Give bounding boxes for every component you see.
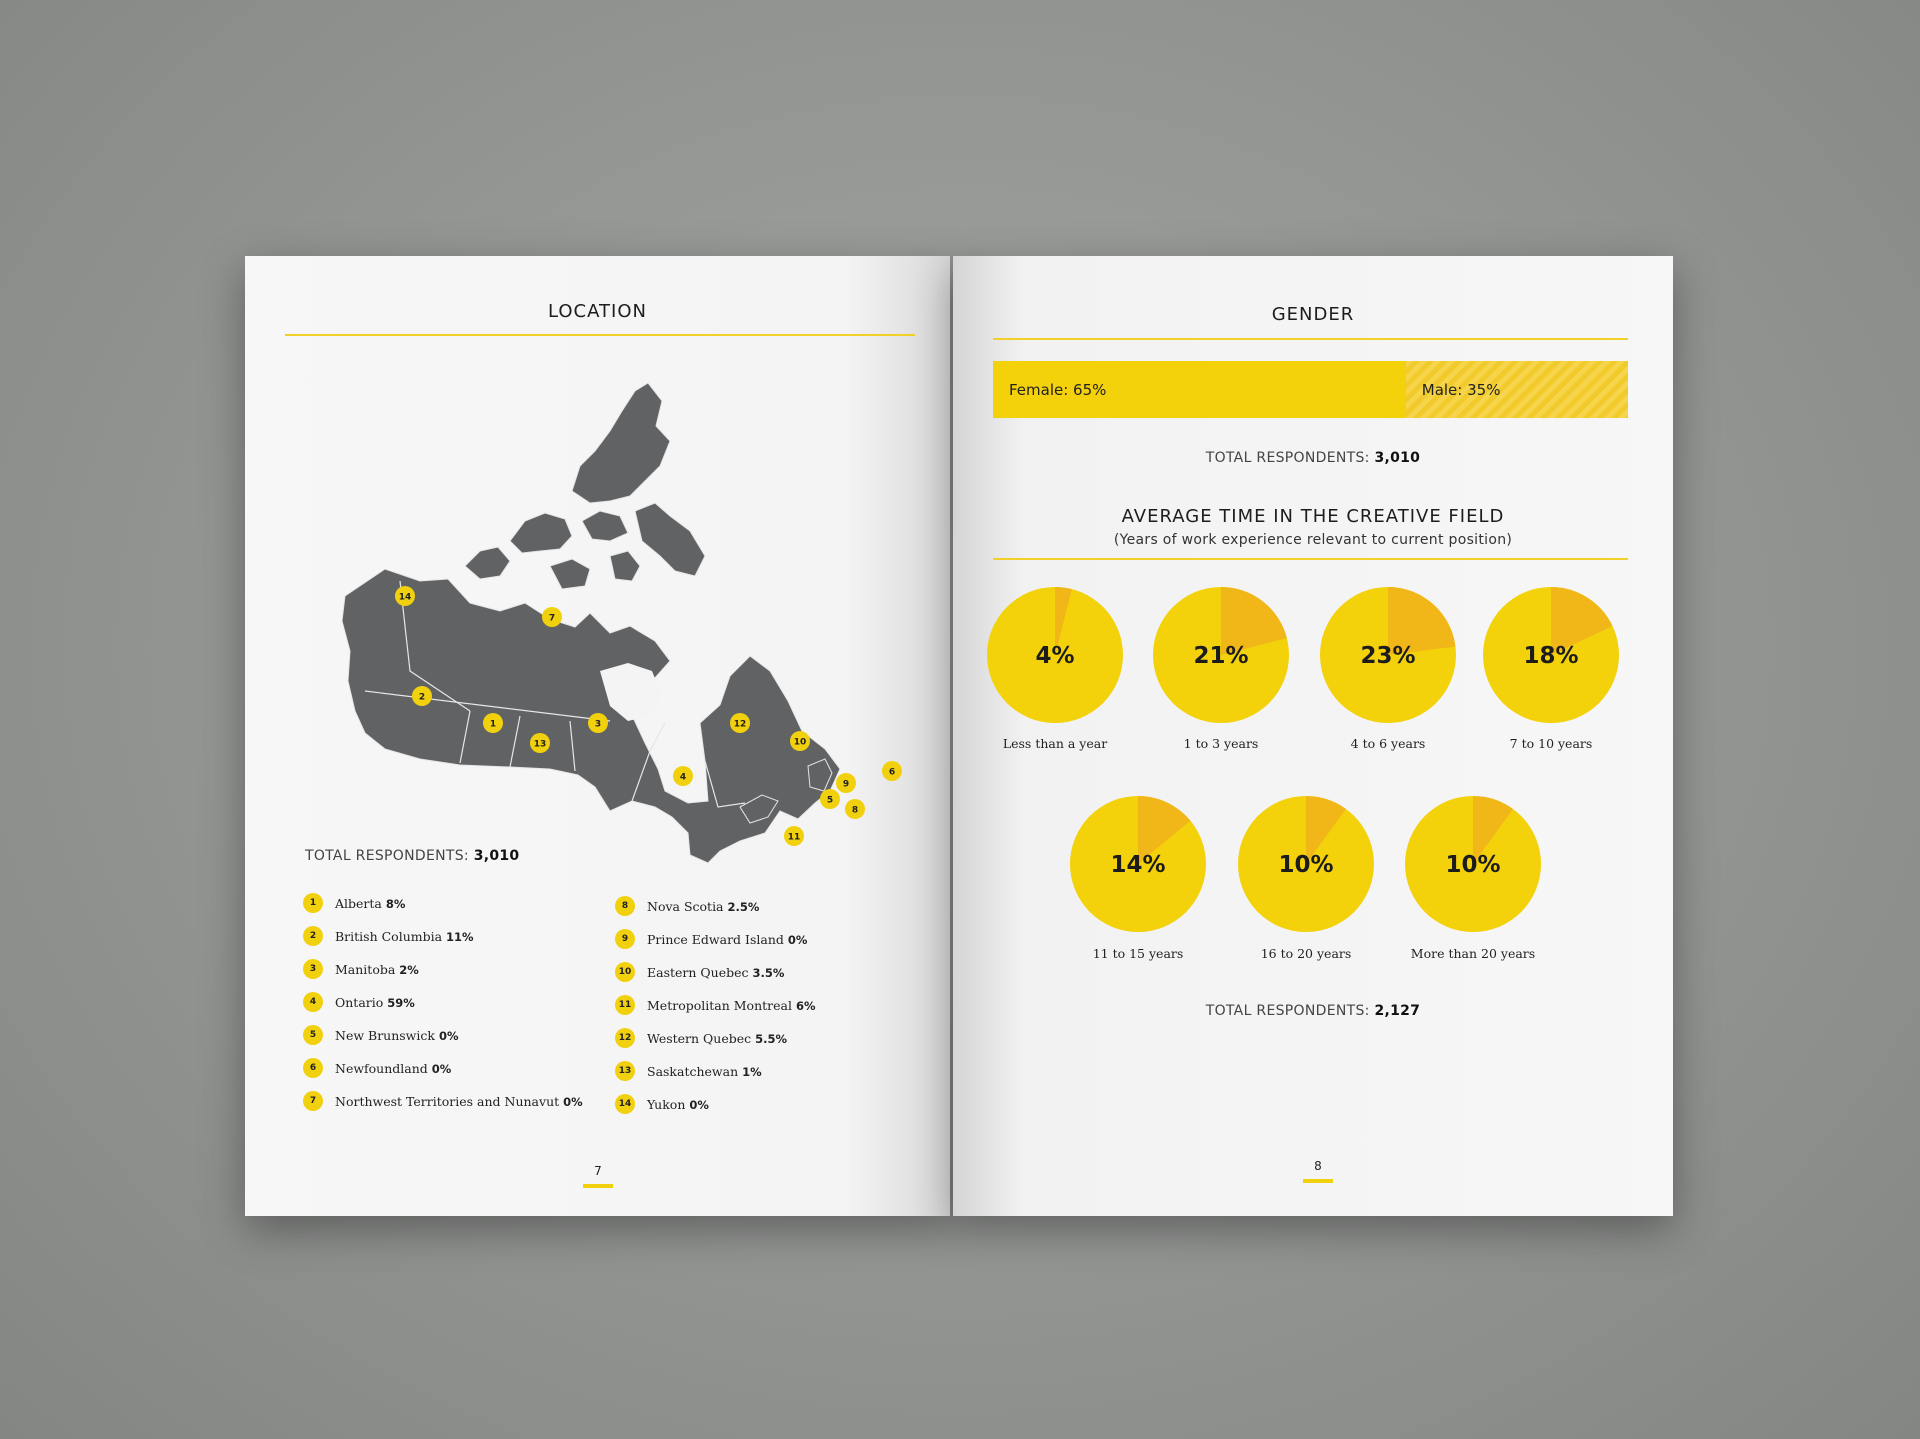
pie-category-label: 1 to 3 years — [1183, 736, 1259, 751]
svg-text:6: 6 — [888, 767, 896, 778]
location-heading: LOCATION — [548, 301, 647, 322]
legend-label: Yukon 0% — [647, 1096, 709, 1112]
map-marker — [588, 713, 608, 733]
pie-category-label: Less than a year — [1002, 736, 1108, 751]
total-label: TOTAL RESPONDENTS: — [305, 848, 469, 864]
legend-label: Eastern Quebec 3.5% — [647, 964, 785, 980]
legend-label: Nova Scotia 2.5% — [647, 898, 760, 914]
map-marker — [542, 607, 562, 627]
legend-badge: 14 — [615, 1094, 635, 1114]
arctic-island — [510, 513, 572, 553]
legend-badge: 8 — [615, 896, 635, 916]
legend-item — [303, 892, 405, 914]
total-label: TOTAL RESPONDENTS: — [1205, 1003, 1370, 1019]
svg-text:9: 9 — [842, 779, 850, 790]
legend-item — [303, 991, 415, 1013]
legend-label: Manitoba 2% — [335, 961, 419, 977]
right-page — [953, 256, 1673, 1216]
female-segment — [993, 361, 1406, 418]
map-marker — [790, 731, 810, 751]
map-marker — [730, 713, 750, 733]
legend-item — [615, 994, 815, 1016]
legend-label: Newfoundland 0% — [335, 1060, 452, 1076]
pie-category-label: 16 to 20 years — [1260, 946, 1352, 961]
legend-badge: 13 — [615, 1061, 635, 1081]
pie-chart — [1151, 585, 1291, 725]
map-marker — [882, 761, 902, 781]
legend-badge: 1 — [303, 893, 323, 913]
page-number-underline — [1303, 1179, 1333, 1183]
pie-value-label: 23% — [1360, 643, 1416, 669]
legend-badge: 7 — [303, 1091, 323, 1111]
gender-bar — [993, 361, 1628, 418]
legend-label: Northwest Territories and Nunavut 0% — [335, 1093, 583, 1109]
legend-badge: 12 — [615, 1028, 635, 1048]
svg-text:13: 13 — [533, 739, 547, 750]
pie-chart — [1481, 585, 1621, 725]
legend-label: Western Quebec 5.5% — [647, 1030, 788, 1046]
legend-item — [615, 1060, 762, 1082]
pie-value-label: 10% — [1278, 852, 1334, 878]
legend-item — [615, 928, 807, 950]
arctic-island — [582, 511, 628, 541]
experience-subtitle: (Years of work experience relevant to current position) — [1113, 532, 1513, 548]
legend-item — [303, 1090, 583, 1112]
page-number-underline — [583, 1184, 613, 1188]
left-page — [245, 256, 950, 1216]
svg-text:11: 11 — [787, 832, 801, 843]
legend-label: Ontario 59% — [335, 994, 415, 1010]
female-label: Female: 65% — [1009, 380, 1107, 399]
pie-value-label: 21% — [1193, 643, 1249, 669]
legend-label: Prince Edward Island 0% — [647, 931, 808, 947]
legend-item — [615, 895, 759, 917]
pie-value-label: 14% — [1110, 852, 1166, 878]
legend-badge: 10 — [615, 962, 635, 982]
pie-chart — [985, 585, 1125, 725]
pie-category-label: More than 20 years — [1410, 946, 1536, 961]
total-label: TOTAL RESPONDENTS: — [1205, 450, 1370, 466]
map-marker — [784, 826, 804, 846]
legend-item — [303, 1057, 451, 1079]
experience-total — [953, 1003, 1673, 1019]
arctic-island — [550, 559, 590, 589]
map-marker — [483, 713, 503, 733]
legend-item — [615, 1093, 709, 1115]
svg-text:5: 5 — [826, 795, 834, 806]
legend-item — [303, 1024, 458, 1046]
legend-label: Alberta 8% — [335, 895, 406, 911]
arctic-island — [610, 551, 640, 581]
pie-chart — [1403, 794, 1543, 934]
pie-chart — [1068, 794, 1208, 934]
svg-text:12: 12 — [733, 719, 747, 730]
legend-item — [615, 961, 784, 983]
gender-total — [953, 450, 1673, 466]
legend-badge: 4 — [303, 992, 323, 1012]
legend-item — [303, 958, 419, 980]
male-label: Male: 35% — [1421, 380, 1501, 399]
total-value: 2,127 — [1374, 1003, 1421, 1019]
page-number: 7 — [594, 1164, 602, 1178]
experience-heading: AVERAGE TIME IN THE CREATIVE FIELD — [1121, 506, 1505, 527]
legend-badge: 11 — [615, 995, 635, 1015]
svg-text:3: 3 — [594, 719, 602, 730]
svg-text:4: 4 — [679, 772, 687, 783]
legend-label: Saskatchewan 1% — [647, 1063, 762, 1079]
map-marker — [412, 686, 432, 706]
male-segment — [1406, 361, 1628, 418]
total-value: 3,010 — [1374, 450, 1421, 466]
legend-badge: 3 — [303, 959, 323, 979]
gender-rule — [993, 338, 1628, 340]
map-marker — [836, 773, 856, 793]
total-value: 3,010 — [473, 848, 520, 864]
svg-text:7: 7 — [548, 613, 556, 624]
page-number: 8 — [1314, 1159, 1322, 1173]
map-marker — [845, 799, 865, 819]
svg-text:10: 10 — [793, 737, 807, 748]
legend-item — [303, 925, 474, 947]
legend-label: New Brunswick 0% — [335, 1027, 459, 1043]
pie-value-label: 18% — [1523, 643, 1579, 669]
map-marker — [820, 789, 840, 809]
experience-rule — [993, 558, 1628, 560]
legend-badge: 2 — [303, 926, 323, 946]
location-rule — [285, 334, 915, 336]
location-total — [305, 848, 519, 864]
pie-chart — [1318, 585, 1458, 725]
arctic-island — [572, 383, 670, 503]
svg-text:2: 2 — [418, 692, 426, 703]
pie-category-label: 4 to 6 years — [1350, 736, 1426, 751]
pie-chart — [1236, 794, 1376, 934]
legend-badge: 6 — [303, 1058, 323, 1078]
pie-category-label: 7 to 10 years — [1509, 736, 1593, 751]
svg-text:14: 14 — [398, 592, 412, 603]
arctic-island — [635, 503, 705, 576]
svg-text:1: 1 — [489, 719, 497, 730]
gender-heading: GENDER — [1271, 304, 1355, 325]
legend-label: Metropolitan Montreal 6% — [647, 997, 816, 1013]
svg-text:8: 8 — [851, 805, 859, 816]
map-marker — [673, 766, 693, 786]
legend-item — [615, 1027, 787, 1049]
pie-category-label: 11 to 15 years — [1092, 946, 1184, 961]
pie-value-label: 10% — [1445, 852, 1501, 878]
legend-badge: 9 — [615, 929, 635, 949]
legend-badge: 5 — [303, 1025, 323, 1045]
canada-map — [310, 371, 896, 871]
pie-value-label: 4% — [1035, 643, 1075, 669]
map-marker — [395, 586, 415, 606]
arctic-island — [465, 547, 510, 579]
map-marker — [530, 733, 550, 753]
legend-label: British Columbia 11% — [335, 928, 474, 944]
